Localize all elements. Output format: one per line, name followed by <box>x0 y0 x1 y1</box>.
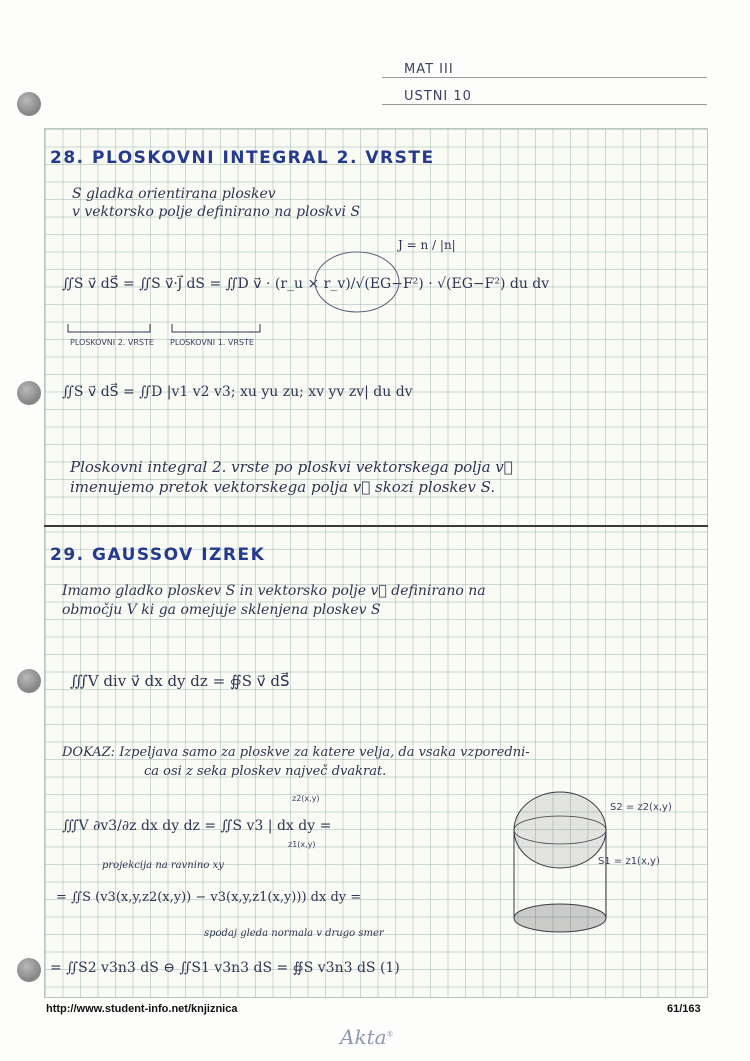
section-29-title: 29. GAUSSOV IZREK <box>50 545 266 565</box>
summary-line: imenujemo pretok vektorskega polja v⃗ skozi ploskev S. <box>70 478 496 496</box>
unit-normal-formula: J = n / |n| <box>398 238 456 252</box>
circled-term <box>312 248 402 316</box>
summary-line: Ploskovni integral 2. vrste po ploskvi vektorskega polja v⃗ <box>70 458 513 476</box>
binder-hole <box>17 669 41 693</box>
intro-line: Imamo gladko ploskev S in vektorsko polje v⃗ definirano na <box>62 583 486 599</box>
akta-logo: Akta® <box>340 1025 394 1049</box>
logo-text: Akta <box>340 1025 387 1049</box>
binder-hole <box>17 381 41 405</box>
lower-limit: z1(x,y) <box>288 840 316 849</box>
definition-line: v vektorsko polje definirano na ploskvi S <box>72 204 361 220</box>
label-first-kind: PLOSKOVNI 1. VRSTE <box>170 338 254 347</box>
footer-url[interactable]: http://www.student-info.net/knjiznica <box>46 1003 238 1015</box>
intro-line: območju V ki ga omejuje sklenjena ploskev S <box>62 602 381 618</box>
normal-direction-note: spodaj gleda normala v drugo smer <box>204 928 384 939</box>
proof-line: ca osi z seka ploskev največ dvakrat. <box>144 764 387 779</box>
gauss-theorem-formula: ∭V div v⃗ dx dy dz = ∯S v⃗ dS⃗ <box>70 672 290 690</box>
section-28-title: 28. PLOSKOVNI INTEGRAL 2. VRSTE <box>50 148 435 168</box>
flux-integral-formula: ∬S v⃗ dS⃗ = ∬S v⃗·J⃗ dS = ∬D v⃗ · (r_u × r_v)/√(EG−F²) · √(EG−F²) du dv <box>62 276 550 292</box>
exam-label: USTNI 10 <box>404 89 472 104</box>
label-second-kind: PLOSKOVNI 2. VRSTE <box>70 338 154 347</box>
projection-note: projekcija na ravnino xy <box>102 860 224 871</box>
top-surface-label: S2 = z2(x,y) <box>610 802 672 813</box>
header-rule <box>382 77 707 78</box>
header-rule <box>382 104 707 105</box>
proof-line: DOKAZ: Izpeljava samo za ploskve za katere velja, da vsaka vzporedni- <box>62 745 530 760</box>
determinant-formula: ∬S v⃗ dS⃗ = ∬D |v1 v2 v3; xu yu zu; xv yv zv| du dv <box>62 384 413 400</box>
footer-page-number: 61/163 <box>667 1003 701 1015</box>
section-divider <box>44 525 708 527</box>
proof-equation-1: ∭V ∂v3/∂z dx dy dz = ∬S v3 | dx dy = <box>62 818 332 834</box>
course-label: MAT III <box>404 62 454 77</box>
bottom-surface-label: S1 = z1(x,y) <box>598 856 660 867</box>
upper-limit: z2(x,y) <box>292 794 320 803</box>
binder-hole <box>17 92 41 116</box>
definition-line: S gladka orientirana ploskev <box>72 186 276 202</box>
proof-equation-3: = ∬S2 v3n3 dS ⊖ ∬S1 v3n3 dS = ∯S v3n3 dS (1) <box>50 960 400 976</box>
proof-equation-2: = ∬S (v3(x,y,z2(x,y)) − v3(x,y,z1(x,y))) dx dy = <box>56 890 362 905</box>
binder-hole <box>17 958 41 982</box>
